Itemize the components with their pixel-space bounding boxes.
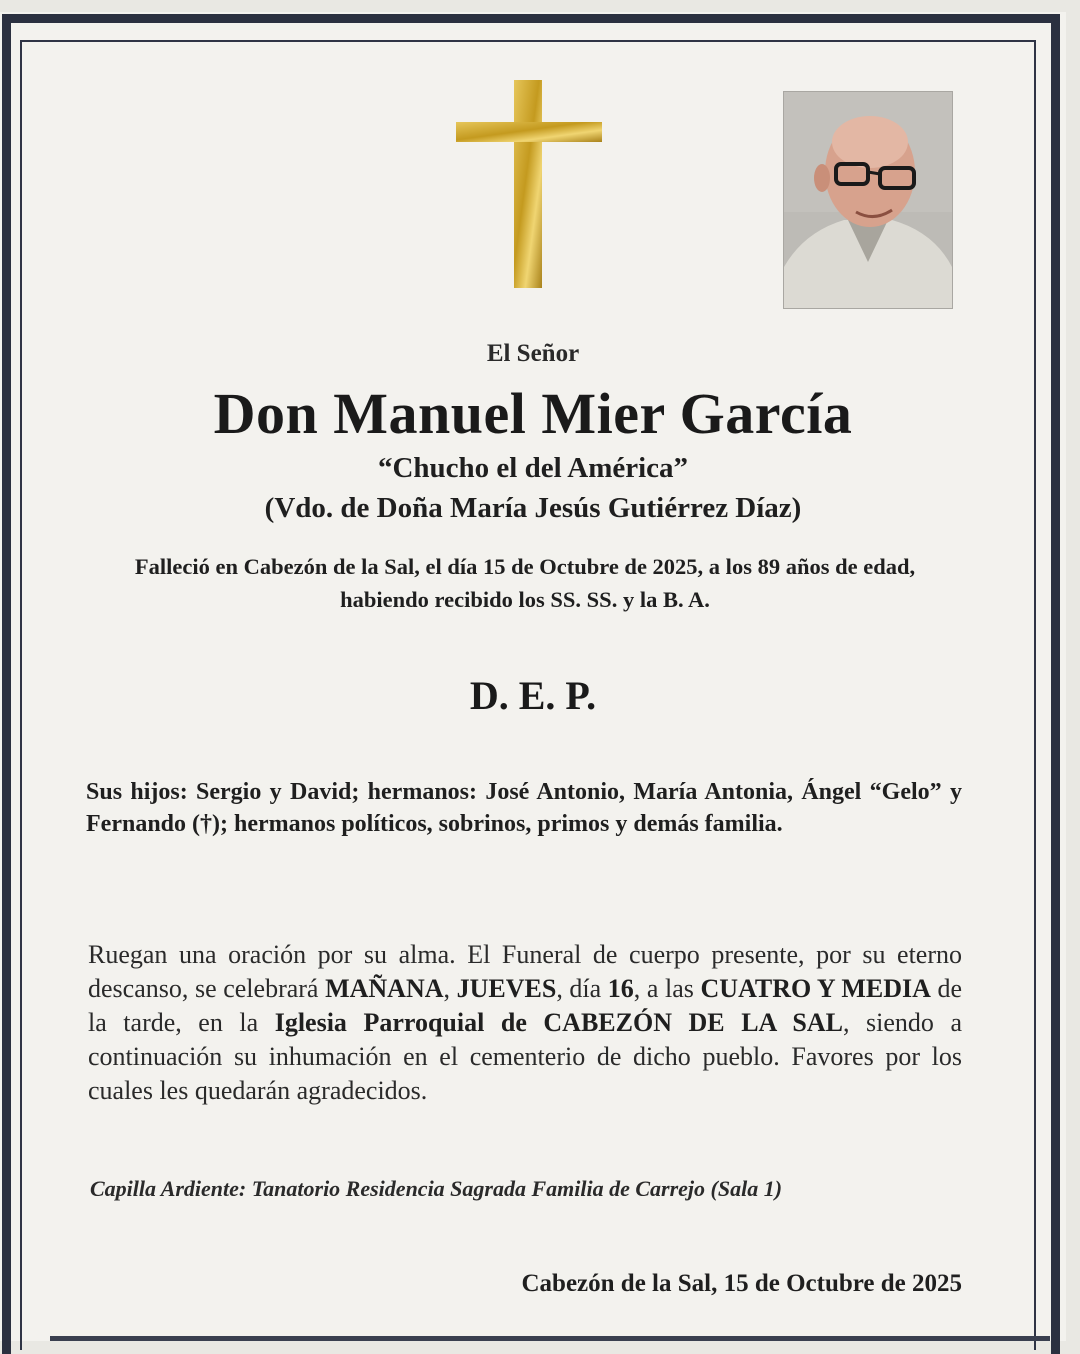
rip-abbreviation: D. E. P.: [469, 673, 597, 718]
funeral-date: 16: [607, 974, 634, 1003]
funeral-details: [88, 938, 962, 1108]
bottom-edge-line: [50, 1336, 1050, 1341]
deceased-portrait: [783, 91, 953, 309]
funeral-text-2: ,: [443, 974, 457, 1003]
honorific: El Señor: [486, 340, 580, 367]
funeral-weekday: JUEVES: [456, 974, 557, 1003]
funeral-text-1: Ruegan una oración por su alma. El Funeral de cuerpo presente, por su eterno descanso, se celebrará: [88, 940, 962, 1003]
gold-cross-icon: [456, 80, 602, 288]
death-statement: Falleció en Cabezón de la Sal, el día 15 de Octubre de 2025, a los 89 años de edad, habiendo recibido los SS. SS. y la B. A.: [134, 554, 916, 612]
funeral-text-6: , siendo a continuación su inhumación en el cementerio de dicho pueblo. Favores por los cuales les quedarán agradecidos.: [88, 1008, 963, 1105]
funeral-church: Iglesia Parroquial de CABEZÓN DE LA SAL: [274, 1008, 843, 1037]
funeral-text-4: , a las: [633, 974, 701, 1003]
funeral-time: CUATRO Y MEDIA: [700, 974, 931, 1003]
widower-of: (Vdo. de Doña María Jesús Gutiérrez Díaz): [264, 492, 802, 524]
chapel-info: Capilla Ardiente: Tanatorio Residencia Sagrada Familia de Carrejo (Sala 1): [90, 1176, 783, 1201]
funeral-text-5: de la tarde, en la: [88, 974, 963, 1037]
portrait-photo-icon: [784, 92, 952, 308]
deceased-name: Don Manuel Mier García: [213, 381, 853, 446]
family-list: Sus hijos: Sergio y David; hermanos: José Antonio, María Antonia, Ángel “Gelo” y Fernando (†); hermanos políticos, sobrinos, primos y demás familia.: [86, 779, 962, 837]
nickname: “Chucho el del América”: [377, 452, 689, 484]
place-and-date: Cabezón de la Sal, 15 de Octubre de 2025: [521, 1270, 962, 1297]
funeral-day: MAÑANA: [325, 974, 444, 1003]
funeral-text-3: , día: [556, 974, 608, 1003]
